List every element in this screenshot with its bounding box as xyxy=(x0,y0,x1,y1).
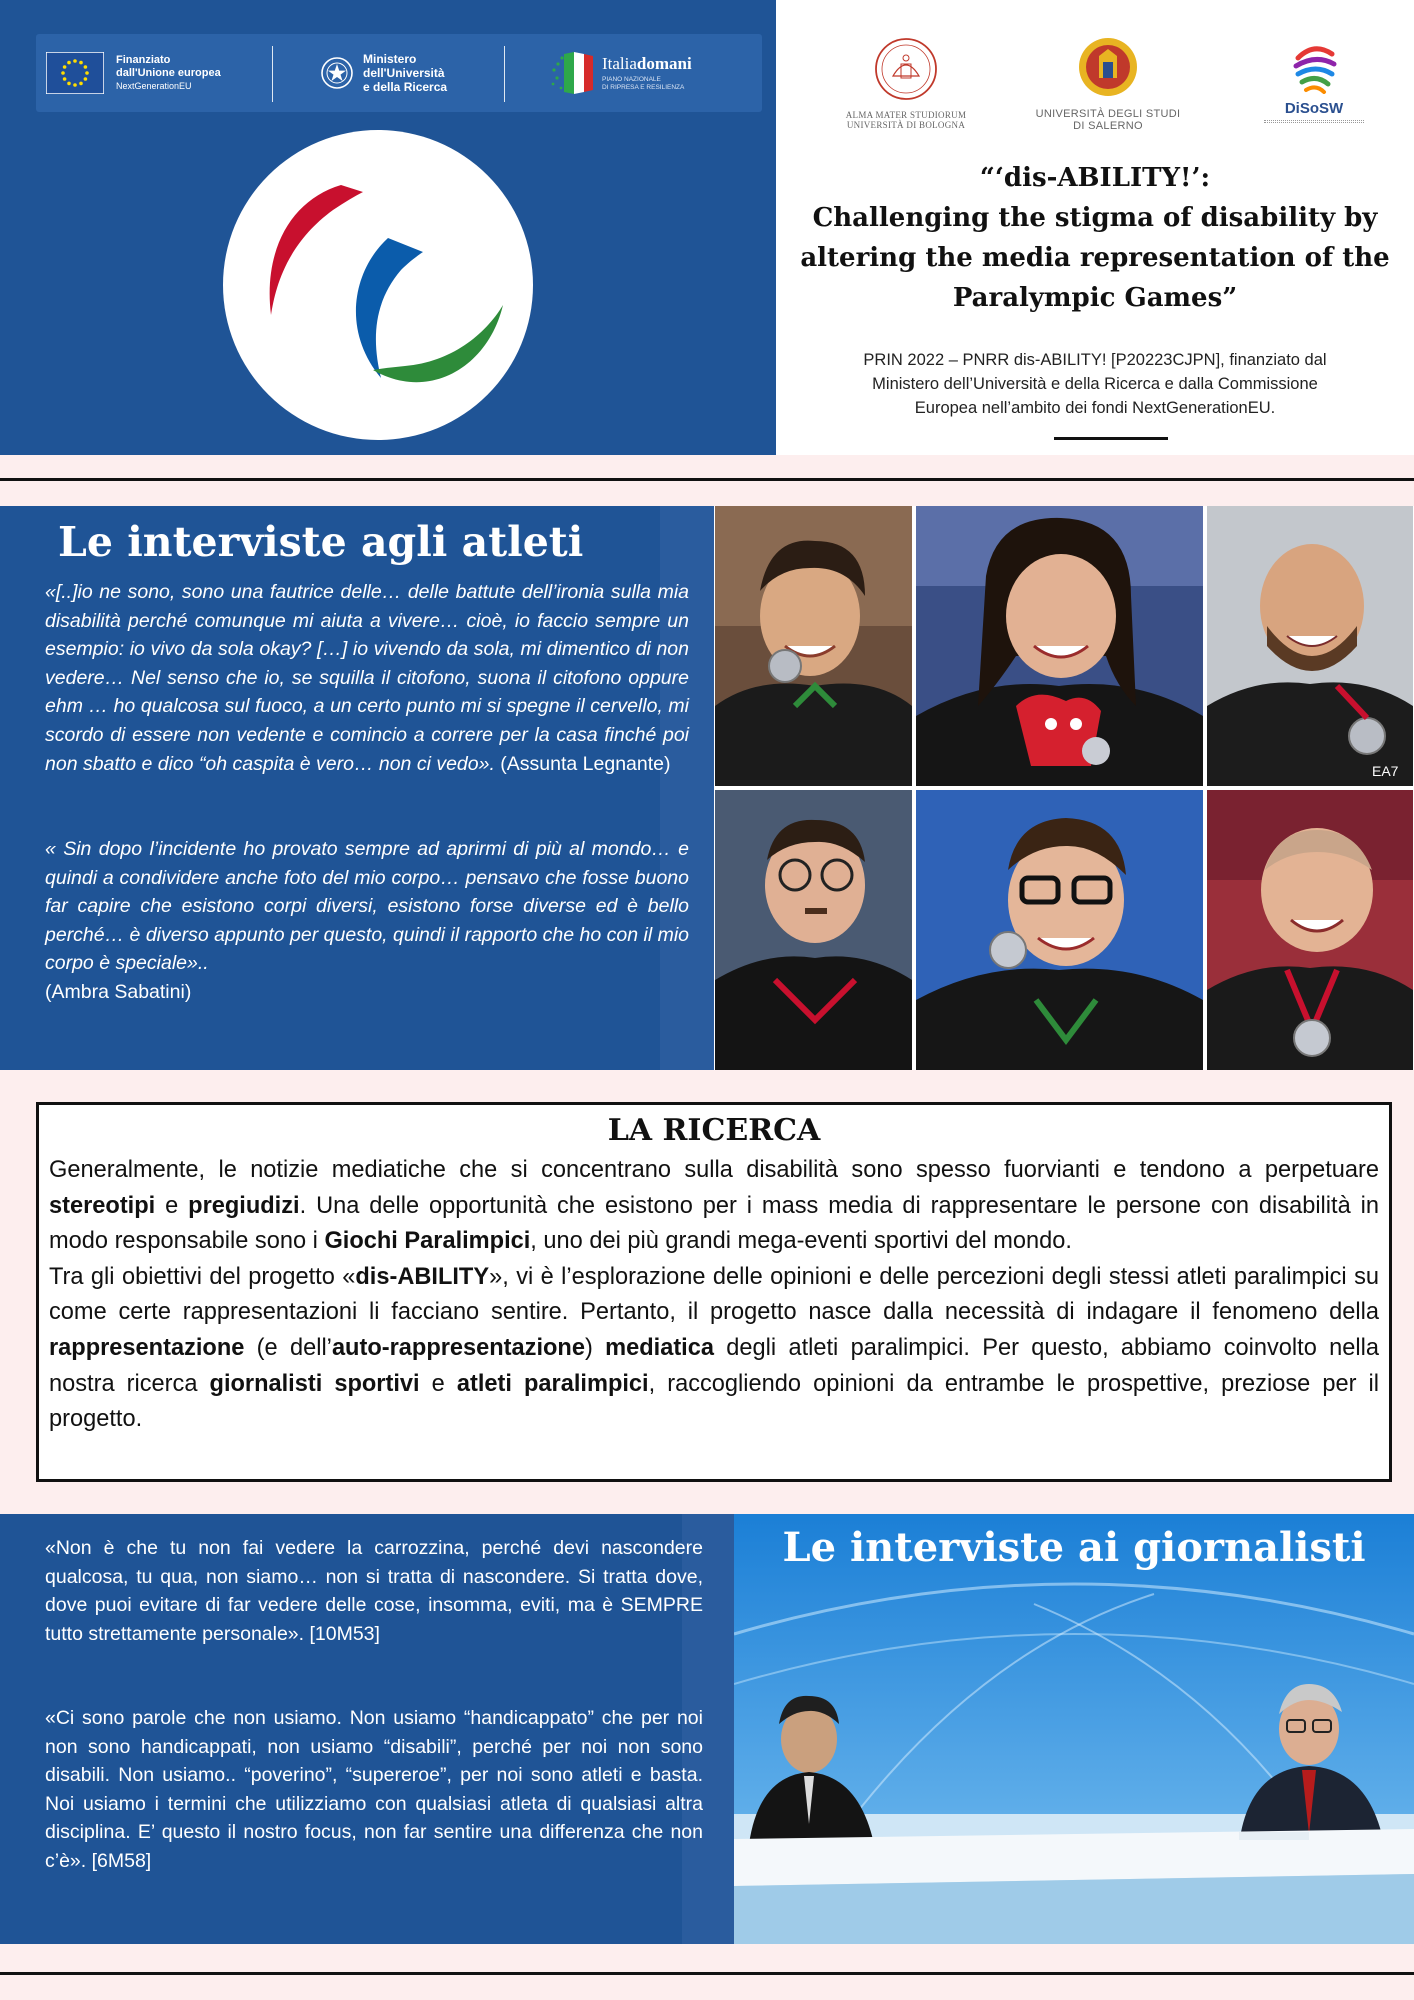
research-emphasis: atleti paralimpici xyxy=(456,1370,649,1397)
title-line: altering the media representation of the xyxy=(800,243,1390,273)
journalists-section-title: Le interviste ai giornalisti xyxy=(782,1524,1366,1571)
republic-emblem-icon xyxy=(319,53,355,93)
athlete-quote xyxy=(45,578,689,778)
disosw-subtitle-lines xyxy=(1264,120,1364,123)
athletes-section-title: Le interviste agli atleti xyxy=(58,518,584,566)
research-emphasis: dis-ABILITY xyxy=(355,1263,490,1290)
salerno-seal-icon xyxy=(1077,36,1139,98)
athlete-portrait-image xyxy=(1207,506,1413,786)
eu-funding-logo xyxy=(46,44,286,102)
prin-funding-text xyxy=(806,348,1384,420)
athlete-quote xyxy=(45,835,689,1007)
mur-line2: dell'Università xyxy=(363,66,445,80)
title-line: Challenging the stigma of disability by xyxy=(812,203,1378,233)
athlete-portrait-image xyxy=(1207,790,1413,1070)
athlete-quote-text: «[..]io ne sono, sono una fautrice delle… delle battute dell’ironia sulla mia disabilità perché comunque mi aiuta a vivere… cioè, io faccio sempre un esempio: io vivo da sola okay? […] io vivendo da sola, mi dimentico di non vedere… Nel senso che io, se squilla il citofono, suona il citofono oppure ehm … ho qualcosa sul fuoco, a un certo punto mi si spegne il cervello, mi scordo di essere non vedente e comincio a correre per la casa finché poi non sbatto e dico “oh caspita è vero… non ci vedo». xyxy=(45,581,689,775)
bologna-line1: ALMA MATER STUDIORUM xyxy=(845,110,967,120)
research-box xyxy=(36,1102,1392,1482)
disosw-name: DiSoSW xyxy=(1284,100,1344,117)
prin-line: Europea nell’ambito dei fondi NextGenerationEU. xyxy=(914,399,1276,417)
header-right-panel xyxy=(776,0,1414,455)
research-emphasis: giornalisti sportivi xyxy=(209,1370,420,1397)
tv-studio-image xyxy=(734,1514,1414,1944)
athlete-quote-author: (Assunta Legnante) xyxy=(494,752,671,775)
title-line: Paralympic Games” xyxy=(952,283,1238,313)
disosw-logo xyxy=(1254,40,1374,123)
prin-line: Ministero dell’Università e della Ricerca e dalla Commissione xyxy=(872,375,1318,393)
research-emphasis: auto-rappresentazione xyxy=(331,1334,585,1361)
italia-brand-a: Italia xyxy=(602,54,637,73)
section-divider xyxy=(0,1972,1414,1975)
salerno-line2: DI SALERNO xyxy=(1073,120,1143,132)
tv-studio-photo xyxy=(734,1514,1414,1944)
athlete-photo xyxy=(1207,790,1413,1070)
athlete-portrait-image xyxy=(916,506,1203,786)
journalist-quote: «Ci sono parole che non usiamo. Non usiamo “handicappato” che per noi non sono handicappati, non usiamo “disabili”, perché per noi non sono disabili. Non usiamo.. “poverino”, “supereroe”, per noi sono atleti e basta. Noi usiamo i termini che utilizziamo con qualsiasi atleta di qualsiasi altra disciplina. E’ questo il nostro focus, non far sentire una differenza che non c’è». [6M58] xyxy=(45,1707,703,1872)
mur-line3: e della Ricerca xyxy=(363,80,448,94)
project-title xyxy=(776,158,1414,318)
athlete-photo xyxy=(715,790,912,1070)
logo-divider xyxy=(504,46,505,102)
italia-brand-b: domani xyxy=(636,54,692,73)
prin-line: PRIN 2022 – PNRR dis-ABILITY! [P20223CJPN], finanziato dal xyxy=(863,351,1327,369)
logo-divider xyxy=(272,46,273,102)
eu-flag-icon xyxy=(46,52,104,94)
research-text-run: e xyxy=(419,1370,457,1397)
agitos-icon xyxy=(223,130,533,440)
funding-logos-bar xyxy=(36,34,762,112)
section-divider xyxy=(0,478,1414,481)
eu-line1: Finanziato xyxy=(116,53,171,66)
research-text-run: Tra gli obiettivi del progetto « xyxy=(49,1263,356,1290)
title-underline xyxy=(1054,437,1168,440)
athlete-portrait-image xyxy=(715,506,912,786)
journalist-quote: «Non è che tu non fai vedere la carrozzina, perché devi nascondere qualcosa, tu qua, non siamo… non si tratta di nascondere. Si tratta dove, dove puoi evitare di far vedere delle cose, insomma, eviti, ma è SEMPRE tutto strettamente personale». [10M53] xyxy=(45,1537,703,1645)
research-text-run: Generalmente, le notizie mediatiche che si concentrano sulla disabilità sono spesso fuorvianti e tendono a perpetuare xyxy=(49,1157,1379,1183)
athlete-photo xyxy=(916,506,1203,786)
research-emphasis: Giochi Paralimpici xyxy=(324,1228,531,1255)
eu-line2: dall'Unione europea xyxy=(116,66,221,79)
research-emphasis: pregiudizi xyxy=(188,1192,300,1219)
research-text-run: degli atleti paralimpici. Per questo, abbiamo coinvolto nella nostra ricerca xyxy=(49,1334,1380,1397)
research-text-run: , uno dei più grandi mega-eventi sportivi del mondo. xyxy=(530,1228,1072,1255)
research-emphasis: stereotipi xyxy=(49,1192,156,1219)
athlete-portrait-image xyxy=(715,790,912,1070)
research-title: LA RICERCA xyxy=(607,1113,821,1148)
research-emphasis: mediatica xyxy=(605,1334,714,1361)
athlete-quote-author: (Ambra Sabatini) xyxy=(45,980,192,1003)
salerno-logo xyxy=(1033,36,1183,132)
research-text-run: e xyxy=(155,1192,189,1219)
athlete-photo xyxy=(1207,506,1413,786)
disosw-swirl-icon xyxy=(1288,40,1340,94)
title-line: “‘dis-ABILITY!’: xyxy=(979,163,1211,193)
mur-line1: Ministero xyxy=(363,52,417,66)
mur-logo xyxy=(319,44,479,102)
salerno-line1: UNIVERSITÀ DEGLI STUDI xyxy=(1035,108,1181,120)
research-text-run: », vi è l’esplorazione delle opinioni e delle percezioni degli stessi atleti paralimpici su come certe rappresentazioni li facciano sentire. Pertanto, il progetto nasce dalla necessità di indagare il fenomeno della xyxy=(49,1263,1379,1326)
research-emphasis: rappresentazione xyxy=(49,1334,245,1361)
bologna-seal-icon xyxy=(873,36,939,102)
italia-sub2: DI RIPRESA E RESILIENZA xyxy=(602,84,685,91)
athlete-photo-grid xyxy=(714,506,1414,1070)
research-text-run: (e dell’ xyxy=(244,1334,332,1361)
header-left-panel xyxy=(0,0,776,455)
research-text-run: , raccogliendo opinioni da entrambe le prospettive, preziose per il progetto. xyxy=(49,1370,1380,1433)
research-text-run: . Una delle opportunità che esistono per i mass media di rappresentare le persone con disabilità in modo responsabile sono i xyxy=(49,1192,1379,1255)
research-body xyxy=(49,1153,1379,1438)
athlete-quote-text: « Sin dopo l’incidente ho provato sempre ad aprirmi di più al mondo… e quindi a condividere anche foto del mio corpo… pensavo che fosse buono far capire che esistono corpi diversi, esistono forse diverse ed è bello perché… è diverso appunto per questo, quindi il rapporto che ho con il mio corpo è speciale».. xyxy=(45,838,689,975)
athlete-photo xyxy=(715,506,912,786)
italiadomani-logo xyxy=(550,44,750,102)
bologna-logo xyxy=(831,36,981,130)
bologna-line2: UNIVERSITÀ DI BOLOGNA xyxy=(846,120,966,130)
italia-sub1: PIANO NAZIONALE xyxy=(602,76,661,83)
eu-line3: NextGenerationEU xyxy=(116,80,192,91)
paralympic-logo-circle xyxy=(223,130,533,440)
athlete-portrait-image xyxy=(916,790,1203,1070)
athlete-photo xyxy=(916,790,1203,1070)
research-text-run: ) xyxy=(584,1334,606,1361)
svg-text:EA7: EA7 xyxy=(1372,763,1399,779)
italian-flag-icon xyxy=(550,48,596,98)
